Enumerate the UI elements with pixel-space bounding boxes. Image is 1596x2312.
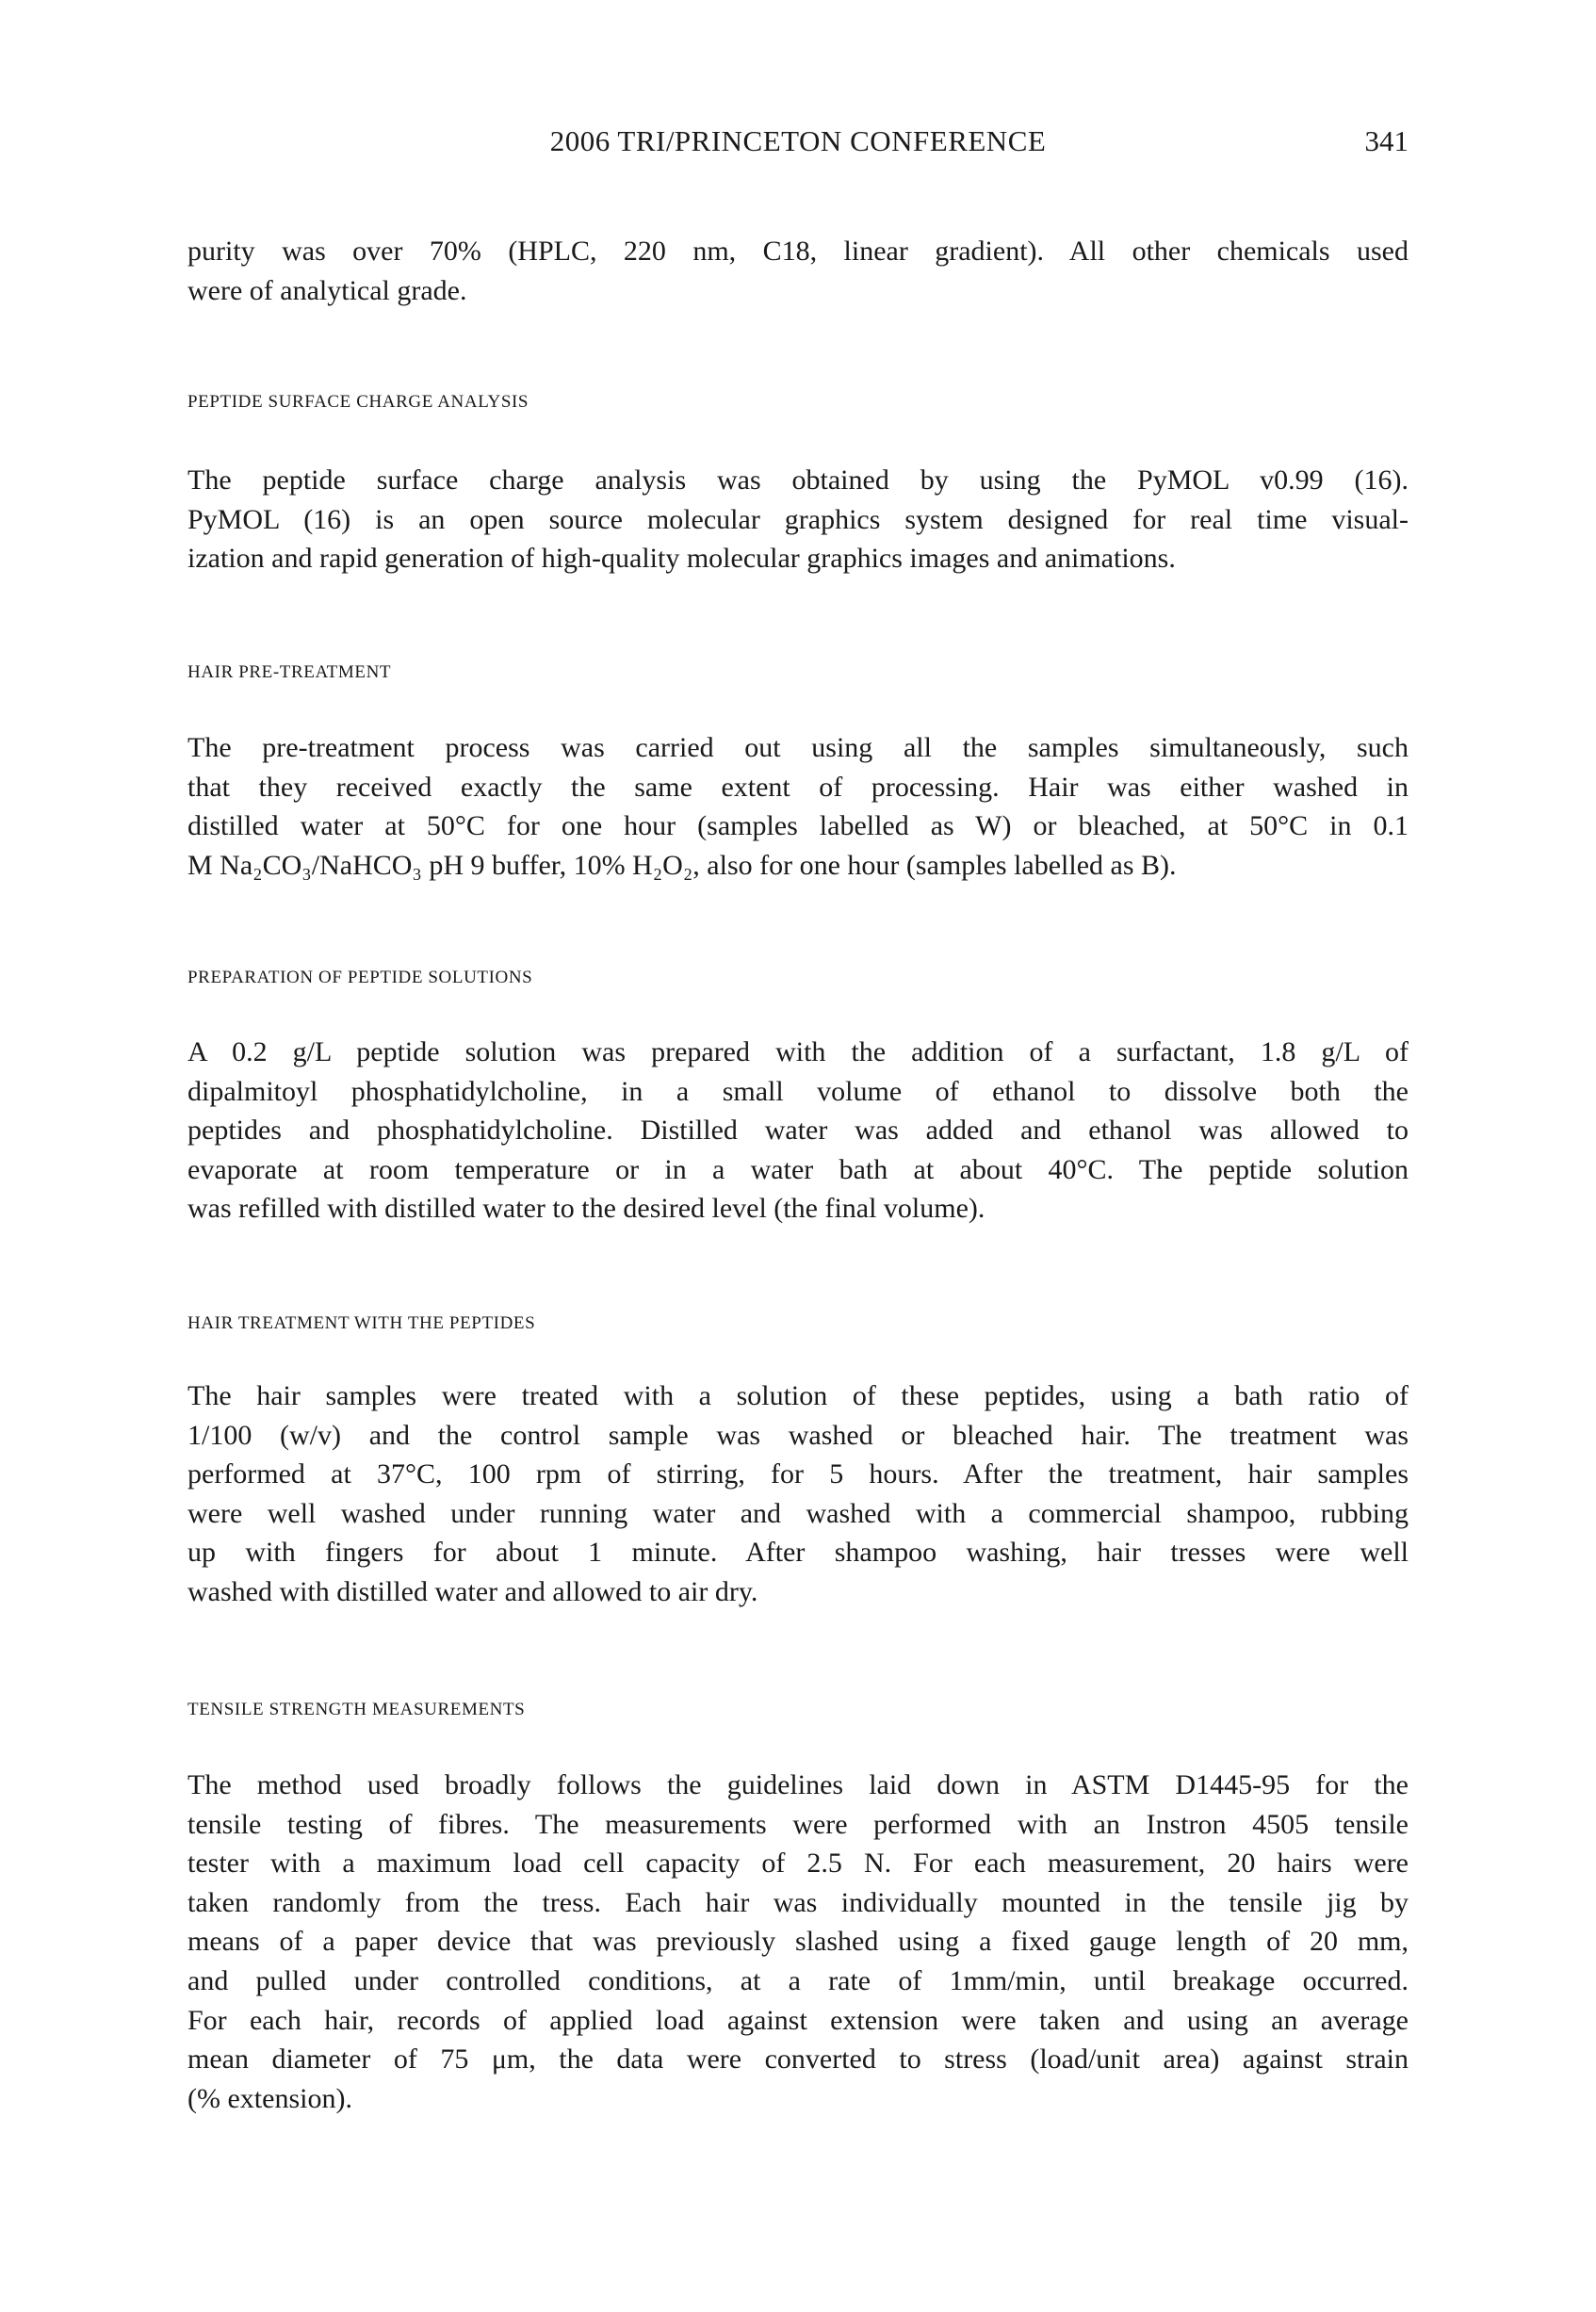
paragraph: [187, 1033, 1409, 1229]
text-line: PyMOL (16) is an open source molecular graphics system designed for real time visual-: [187, 503, 1409, 535]
text-line: The method used broadly follows the guidelines laid down in ASTM D1445-95 for the: [187, 1769, 1409, 1800]
text-line: washed with distilled water and allowed to air dry.: [187, 1575, 758, 1607]
text-line: tensile testing of fibres. The measurements were performed with an Instron 4505 tensile: [187, 1808, 1409, 1840]
text-line: (% extension).: [187, 2082, 352, 2114]
text-line: performed at 37°C, 100 rpm of stirring, for 5 hours. After the treatment, hair samples: [187, 1458, 1409, 1490]
text-line: ization and rapid generation of high-quality molecular graphics images and animations.: [187, 543, 1176, 575]
text-line: was refilled with distilled water to the desired level (the final volume).: [187, 1193, 985, 1225]
text-line: dipalmitoyl phosphatidylcholine, in a small volume of ethanol to dissolve both the: [187, 1075, 1409, 1107]
text-line: The peptide surface charge analysis was obtained by using the PyMOL v0.99 (16).: [187, 464, 1409, 496]
paragraph: [187, 232, 1409, 310]
text-line: up with fingers for about 1 minute. After shampoo washing, hair tresses were well: [187, 1537, 1409, 1569]
paragraph: [187, 728, 1409, 885]
text-line: The pre-treatment process was carried out using all the samples simultaneously, such: [187, 732, 1409, 763]
section-heading-tensile-strength-measurements: TENSILE STRENGTH MEASUREMENTS: [187, 1700, 526, 1719]
text-line: evaporate at room temperature or in a water bath at about 40°C. The peptide solution: [187, 1153, 1409, 1185]
text-line: 1/100 (w/v) and the control sample was washed or bleached hair. The treatment was: [187, 1419, 1409, 1451]
text-line: tester with a maximum load cell capacity of 2.5 N. For each measurement, 20 hairs were: [187, 1848, 1409, 1880]
text-line: that they received exactly the same extent of processing. Hair was either washed in: [187, 771, 1409, 803]
page-number: 341: [1364, 124, 1409, 157]
text-line: and pulled under controlled conditions, at a rate of 1mm/min, until breakage occurred.: [187, 1964, 1409, 1996]
text-line: A 0.2 g/L peptide solution was prepared with the addition of a surfactant, 1.8 g/L of: [187, 1036, 1409, 1067]
paragraph: [187, 461, 1409, 578]
text-line: The hair samples were treated with a solution of these peptides, using a bath ratio of: [187, 1380, 1409, 1411]
text-line: M Na₂CO₃/NaHCO₃ pH 9 buffer, 10% H₂O₂, also for one hour (samples labelled as B).: [187, 849, 1177, 881]
section-heading-hair-treatment-with-the-peptides: HAIR TREATMENT WITH THE PEPTIDES: [187, 1313, 536, 1333]
text-line: were of analytical grade.: [187, 274, 467, 306]
text-line: were well washed under running water and washed with a commercial shampoo, rubbing: [187, 1497, 1409, 1529]
running-title: 2006 TRI/PRINCETON CONFERENCE: [549, 124, 1047, 157]
section-heading-hair-pre-treatment: HAIR PRE-TREATMENT: [187, 662, 392, 682]
text-line: mean diameter of 75 μm, the data were converted to stress (load/unit area) against strain: [187, 2043, 1409, 2076]
paragraph: [187, 1376, 1409, 1612]
text-line: For each hair, records of applied load against extension were taken and using an average: [187, 2004, 1409, 2036]
text-line: taken randomly from the tress. Each hair was individually mounted in the tensile jig by: [187, 1886, 1409, 1918]
text-line: peptides and phosphatidylcholine. Distilled water was added and ethanol was allowed to: [187, 1115, 1409, 1147]
paragraph: [187, 1766, 1409, 2118]
text-line: means of a paper device that was previously slashed using a fixed gauge length of 20 mm,: [187, 1926, 1409, 1958]
text-line: purity was over 70% (HPLC, 220 nm, C18, linear gradient). All other chemicals used: [187, 236, 1409, 267]
section-heading-preparation-of-peptide-solutions: PREPARATION OF PEPTIDE SOLUTIONS: [187, 968, 533, 987]
section-heading-peptide-surface-charge-analysis: PEPTIDE SURFACE CHARGE ANALYSIS: [187, 392, 529, 412]
text-line: distilled water at 50°C for one hour (samples labelled as W) or bleached, at 50°C in 0.1: [187, 810, 1409, 842]
running-header: [187, 124, 1409, 164]
